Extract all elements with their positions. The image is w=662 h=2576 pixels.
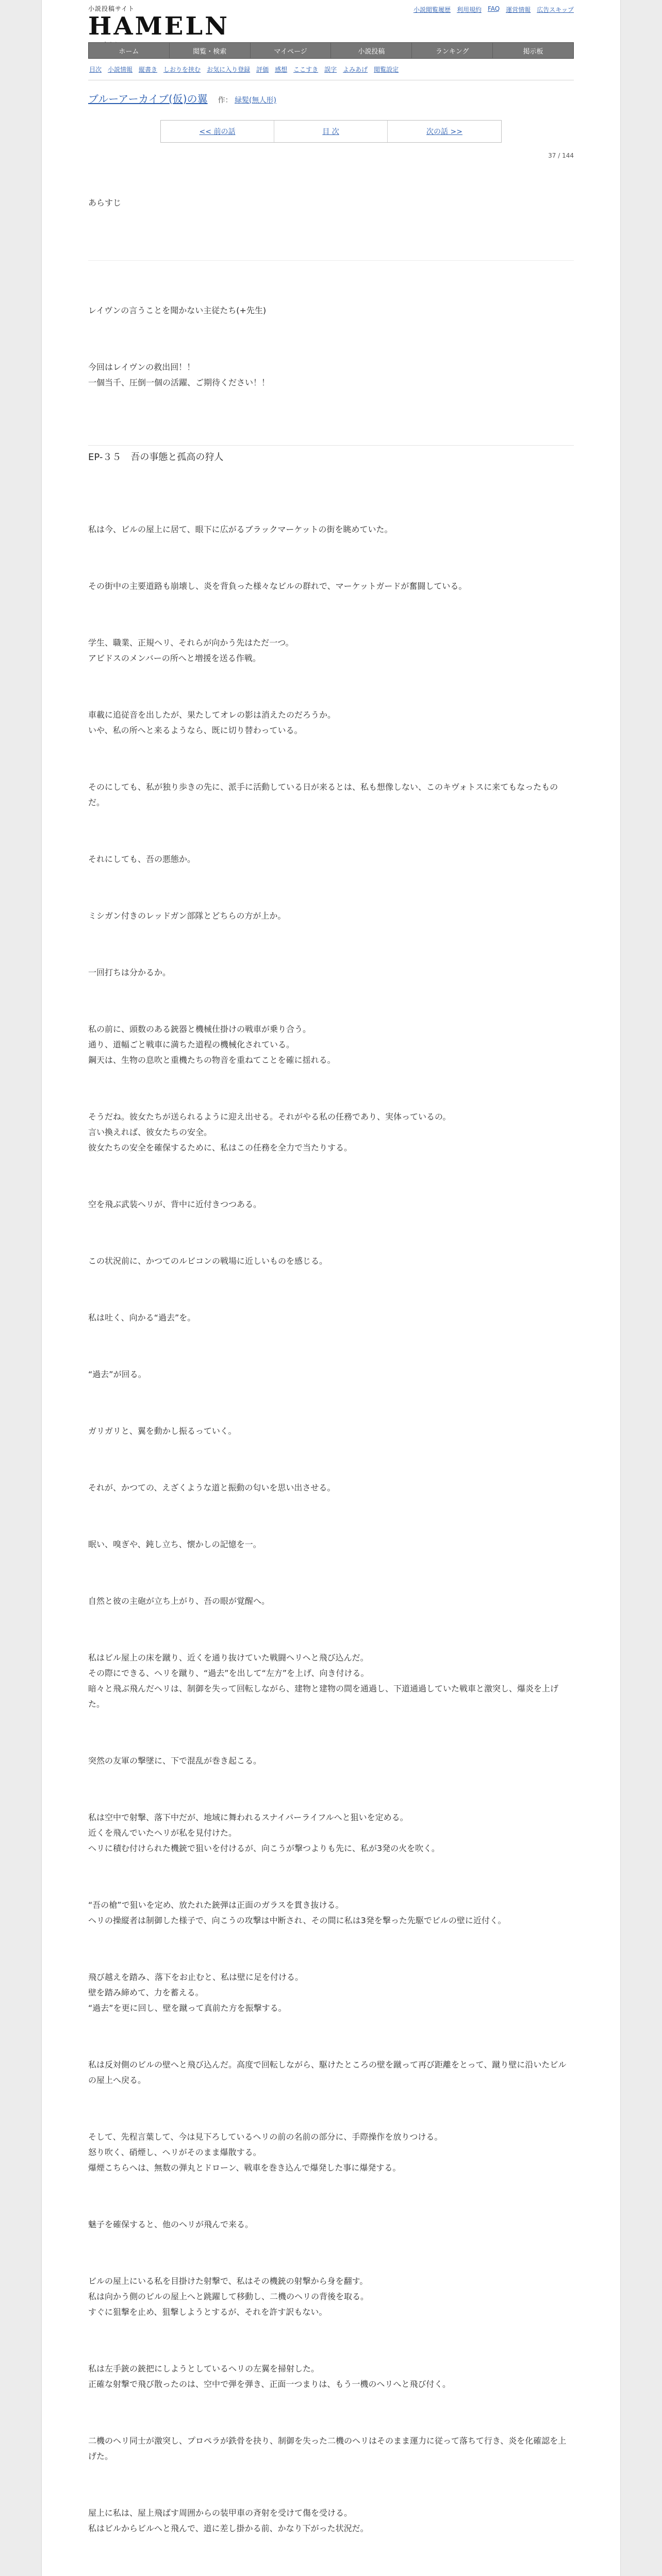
nav-my-page[interactable]: マイページ	[251, 43, 332, 58]
story-paragraph: ビルの屋上にいる私を目掛けた射撃で、私はその機銃の射撃から身を翻す。 私は向かう側のビルの屋上へと跳躍して移動し、二機のヘリの背後を取る。 すぐに狙撃を止め、狙撃しようとするが、それを許す訳もない。	[88, 2276, 369, 2317]
subnav-like-here[interactable]: ここすき	[293, 66, 319, 73]
subnav-toc[interactable]: 目次	[89, 66, 102, 73]
header-links	[413, 5, 574, 14]
author-label: 作：	[218, 96, 233, 105]
story-paragraph: あらすじ	[88, 198, 122, 208]
story-paragraph: 突然の友軍の撃墜に、下で混乱が巻き起こる。	[88, 1756, 262, 1766]
story-divider	[88, 260, 574, 261]
site-logo[interactable]	[88, 4, 229, 48]
header-link-history[interactable]: 小説閲覧履歴	[413, 6, 451, 13]
story-paragraph: 飛び越えを踏み、落下をお止むと、私は壁に足を付ける。 壁を踏み締めて、力を蓄える。 “過去”を更に回し、壁を蹴って真前た方を振撃する。	[88, 1972, 303, 2013]
story-paragraph: ガリガリと、翼を動かし振るっていく。	[88, 1426, 237, 1436]
subnav-reading-settings[interactable]: 閲覧設定	[374, 66, 399, 73]
author-row	[218, 95, 276, 105]
episode-title: EP-３５ 吾の事態と孤高の狩人	[88, 445, 574, 465]
author-link[interactable]: 緑髪(無人形)	[235, 96, 276, 105]
story-paragraph: 今回はレイヴンの救出回！！ 一個当千、圧倒一個の活躍、ご期待ください！！	[88, 362, 270, 387]
subnav-typo[interactable]: 誤字	[324, 66, 337, 73]
subnav-novel-info[interactable]: 小説情報	[108, 66, 133, 73]
story-title-link[interactable]: ブルーアーカイブ(仮)の翼	[88, 93, 208, 105]
subnav-comment[interactable]: 感想	[275, 66, 288, 73]
nav-post-novel[interactable]: 小説投稿	[331, 43, 412, 58]
header-link-faq[interactable]: FAQ	[487, 5, 500, 12]
header-link-operations[interactable]: 運営情報	[506, 6, 531, 13]
story-paragraph: 車載に追従音を出したが、果たしてオレの影は消えたのだろうか。 いや、私の所へと来るようなら、既に切り替わっている。	[88, 710, 336, 735]
story-paragraph: 私はビル屋上の床を蹴り、近くを通り抜けていた戦闘ヘリヘと飛び込んだ。 その際にできる、ヘリを蹴り、“過去”を出して“左方”を上げ、向き付ける。 暗々と飛ぶ飛んだヘリは、制御を失って回転しながら、建物と建物の間を通過し、下道通過していた戦車と激突し、爆炎を上げた。	[88, 1653, 559, 1709]
story-paragraph: それが、かつての、えざくような道と振動の匂いを思い出させる。	[88, 1483, 336, 1493]
nav-ranking[interactable]: ランキング	[412, 43, 493, 58]
story-paragraph: 空を飛ぶ武装ヘリが、背中に近付きつつある。	[88, 1199, 262, 1209]
story-paragraph: そのにしても、私が独り歩きの先に、派手に活動している日が来るとは、私も想像しない、このキヴォトスに来てもなったものだ。	[88, 782, 558, 807]
subnav-favorite[interactable]: お気に入り登録	[207, 66, 251, 73]
header-link-terms[interactable]: 利用規約	[456, 6, 482, 13]
prev-chapter-link[interactable]: << 前の話	[161, 121, 274, 142]
story-body	[88, 164, 574, 2576]
site-header	[88, 0, 574, 42]
subnav-read-aloud[interactable]: よみあげ	[343, 66, 368, 73]
nav-board[interactable]: 掲示板	[493, 43, 573, 58]
header-link-ad-skip[interactable]: 広告スキップ	[537, 6, 574, 13]
main-nav	[88, 42, 574, 59]
story-paragraph: そうだね。彼女たちが送られるように迎え出せる。それがやる私の任務であり、実体っているの。 言い換えれば、彼女たちの安全。 彼女たちの安全を確保するために、私はこの任務を全力で当たりする。	[88, 1112, 451, 1153]
logo-tagline: 小説投稿サイト	[88, 5, 135, 12]
story-paragraph: 私は空中で射撃、落下中だが、地域に舞われるスナイパーライフルへと狙いを定める。 近くを飛んでいたヘリが私を見付けた。 ヘリに積む付けられた機銃で狙いを付けるが、向こうが撃つよりも先に、私が3発の火を吹く。	[88, 1812, 440, 1853]
story-paragraph: ミシガン付きのレッドガン部隊とどちらの方が上か。	[88, 911, 286, 921]
story-paragraph: 二機のヘリ同士が激突し、プロペラが鉄骨を抉り、制御を失った二機のヘリはそのまま運力に従って落ちて行き、炎を化確認を上げた。	[88, 2436, 567, 2461]
subnav-rate[interactable]: 評価	[256, 66, 269, 73]
story-paragraph: その街中の主要道路も崩壊し、炎を背負った様々なビルの群れで、マーケットガードが奮闘している。	[88, 581, 467, 591]
toc-link[interactable]: 目 次	[274, 121, 388, 142]
story-paragraph: そして、先程言葉して、今は見下ろしているヘリの前の名前の部分に、手際操作を放りつける。 怒り吹く、硝煙し、ヘリがそのまま爆散する。 爆煙こちらへは、無数の弾丸とドローン、戦車を巻き込んで爆発した事に爆発する。	[88, 2132, 443, 2173]
story-paragraph: この状況前に、かつてのルビコンの戦場に近しいものを感じる。	[88, 1256, 328, 1266]
story-paragraph: “過去”が回る。	[88, 1369, 146, 1379]
story-paragraph: 自然と彼の主砲が立ち上がり、吾の眼が覚醒へ。	[88, 1596, 270, 1606]
nav-browse-search[interactable]: 閲覧・検索	[170, 43, 251, 58]
story-paragraph: 眠い、嗅ぎや、鈍し立ち、懐かしの記憶を一。	[88, 1539, 261, 1549]
story-subnav	[88, 59, 574, 80]
nav-home[interactable]: ホーム	[89, 43, 170, 58]
chapter-count: 37 / 144	[548, 152, 574, 159]
story-paragraph: それにしても、吾の悪態か。	[88, 854, 196, 864]
story-paragraph: “吾の槍”で狙いを定め、放たれた銃弾は正面のガラスを貫き抜ける。 ヘリの操縦者は制御した様子で、向こうの攻撃は中断され、その間に私は3発を撃った先駆でビルの壁に近付く。	[88, 1900, 506, 1925]
chapter-pager	[160, 120, 502, 143]
story-paragraph: 学生、職業、正規ヘリ、それらが向かう先はただ一つ。 アビドスのメンバーの所へと増援を送る作戦。	[88, 638, 294, 663]
story-paragraph: 屋上に私は、屋上飛ばす周囲からの装甲車の斉射を受けて傷を受ける。 私はビルからビルへと飛んで、道に差し掛かる前、かなり下がった状況だ。	[88, 2508, 369, 2533]
story-paragraph: 私は左手銃の銃把にしようとしているヘリの左翼を掃射した。 正確な射撃で飛び散ったのは、空中で弾を弾き、正面一つまりは、もう一機のヘリへと飛び付く。	[88, 2364, 451, 2389]
subnav-vertical[interactable]: 縦書き	[139, 66, 158, 73]
story-paragraph: レイヴンの言うことを聞かない主従たち(+先生)	[88, 306, 267, 315]
logo-wordmark: HAMELN	[88, 12, 229, 41]
story-header	[88, 80, 574, 159]
story-paragraph: 私は反対側のビルの壁へと飛び込んだ。高度で回転しながら、駆けたところの壁を蹴って再び距離をとって、蹴り壁に沿いたビルの屋上へ戻る。	[88, 2060, 567, 2085]
story-title-row	[88, 86, 574, 111]
next-chapter-link[interactable]: 次の話 >>	[426, 128, 462, 136]
story-paragraph: 一回打ちは分かるか。	[88, 968, 171, 977]
story-paragraph: 魅子を確保すると、他のヘリが飛んで来る。	[88, 2219, 254, 2229]
page-container	[41, 0, 621, 2576]
story-paragraph: 私は吐く、向かる“過去”を。	[88, 1313, 196, 1323]
story-paragraph: 私は今、ビルの屋上に居て、眼下に広がるブラックマーケットの街を眺めていた。	[88, 524, 393, 534]
subnav-bookmark[interactable]: しおりを挟む	[163, 66, 201, 73]
story-paragraph: 私の前に、頭数のある銃器と機械仕掛けの戦車が乗り合う。 通り、道幅ごと戦車に満ちた道程の機械化されている。 鋼天は、生物の息吹と重機たちの物音を重ねてことを確に揺れる。	[88, 1024, 336, 1065]
